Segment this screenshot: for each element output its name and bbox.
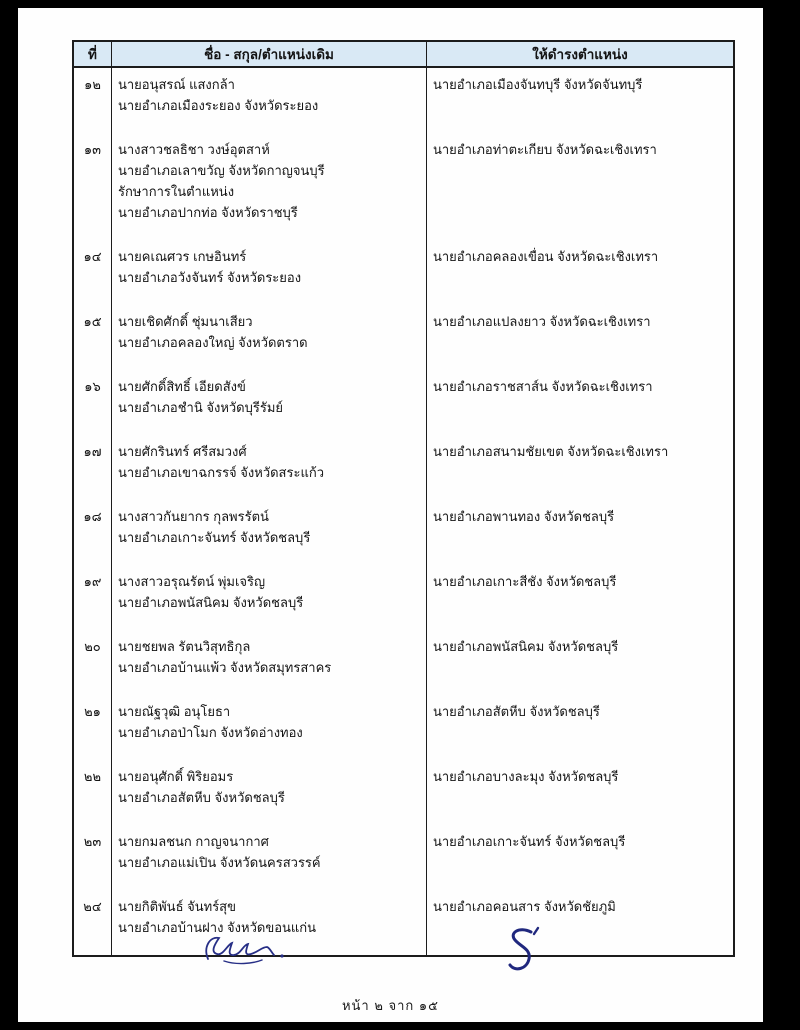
table-body — [74, 68, 733, 955]
row-name-and-former-position — [112, 760, 427, 825]
person-name: นายศักรินทร์ ศรีสมวงศ์ — [118, 444, 247, 459]
row-new-position: นายอำเภอพานทอง จังหวัดชลบุรี — [433, 509, 615, 524]
row-new-position: นายอำเภอสนามชัยเขต จังหวัดฉะเชิงเทรา — [433, 444, 669, 459]
table-row — [74, 240, 733, 305]
row-new-position: นายอำเภอคอนสาร จังหวัดชัยภูมิ — [433, 899, 616, 914]
person-name: นายกิติพันธ์ จันทร์สุข — [118, 899, 236, 914]
scan-edge-bottom — [0, 1022, 800, 1030]
row-new-position: นายอำเภอเมืองจันทบุรี จังหวัดจันทบุรี — [433, 77, 643, 92]
row-number: ๒๒ — [74, 760, 112, 825]
person-name: นายชยพล รัตนวิสุทธิกุล — [118, 639, 251, 654]
row-name-and-former-position — [112, 825, 427, 890]
person-name: นายณัฐวุฒิ อนุโยธา — [118, 704, 231, 719]
former-position-line: นายอำเภอเกาะจันทร์ จังหวัดชลบุรี — [118, 530, 311, 545]
former-position-line: นายอำเภอเมืองระยอง จังหวัดระยอง — [118, 98, 319, 113]
former-position-line: นายอำเภอปากท่อ จังหวัดราชบุรี — [118, 205, 298, 220]
row-number: ๑๘ — [74, 500, 112, 565]
scan-edge-top — [0, 0, 800, 8]
table-row — [74, 435, 733, 500]
row-number: ๒๓ — [74, 825, 112, 890]
person-name: นายศักดิ์สิทธิ์ เอียดสังข์ — [118, 379, 246, 394]
table-row — [74, 370, 733, 435]
row-number: ๑๒ — [74, 68, 112, 133]
person-name: นายคเณศวร เกษอินทร์ — [118, 249, 247, 264]
row-name-and-former-position — [112, 630, 427, 695]
table-header-row — [74, 42, 733, 68]
table-row — [74, 825, 733, 890]
person-name: นายเชิดศักดิ์ ชุ่มนาเสียว — [118, 314, 253, 329]
person-name: นายอนุศักดิ์ พิริยอมร — [118, 769, 234, 784]
person-name: นางสาวอรุณรัตน์ พุ่มเจริญ — [118, 574, 266, 589]
row-name-and-former-position — [112, 435, 427, 500]
person-name: นางสาวกันยากร กุลพรรัตน์ — [118, 509, 269, 524]
header-cell-number: ที่ — [74, 42, 112, 66]
row-number: ๑๖ — [74, 370, 112, 435]
row-name-and-former-position — [112, 565, 427, 630]
row-new-position: นายอำเภอเกาะสีชัง จังหวัดชลบุรี — [433, 574, 617, 589]
scan-edge-left — [0, 0, 18, 1030]
row-new-position: นายอำเภอพนัสนิคม จังหวัดชลบุรี — [433, 639, 619, 654]
row-number: ๑๔ — [74, 240, 112, 305]
former-position-line: รักษาการในตำแหน่ง — [118, 184, 235, 199]
row-name-and-former-position — [112, 68, 427, 133]
row-new-position: นายอำเภอบางละมุง จังหวัดชลบุรี — [433, 769, 619, 784]
row-name-and-former-position — [112, 305, 427, 370]
scan-edge-right — [763, 0, 800, 1030]
row-number: ๒๐ — [74, 630, 112, 695]
row-number: ๒๑ — [74, 695, 112, 760]
row-new-position: นายอำเภอท่าตะเกียบ จังหวัดฉะเชิงเทรา — [433, 142, 657, 157]
table-row — [74, 695, 733, 760]
row-number: ๒๔ — [74, 890, 112, 955]
former-position-line: นายอำเภอบ้านแพ้ว จังหวัดสมุทรสาคร — [118, 660, 332, 675]
former-position-line: นายอำเภอสัตหีบ จังหวัดชลบุรี — [118, 790, 285, 805]
row-number: ๑๗ — [74, 435, 112, 500]
person-name: นายกมลชนก กาญจนากาศ — [118, 834, 269, 849]
table-row — [74, 68, 733, 133]
row-new-position: นายอำเภอเกาะจันทร์ จังหวัดชลบุรี — [433, 834, 626, 849]
row-new-position: นายอำเภอราชสาส์น จังหวัดฉะเชิงเทรา — [433, 379, 653, 394]
table-row — [74, 890, 733, 955]
row-name-and-former-position — [112, 695, 427, 760]
row-name-and-former-position — [112, 240, 427, 305]
former-position-line: นายอำเภอพนัสนิคม จังหวัดชลบุรี — [118, 595, 304, 610]
former-position-line: นายอำเภอเลาขวัญ จังหวัดกาญจนบุรี — [118, 163, 325, 178]
row-name-and-former-position — [112, 890, 427, 955]
table-row — [74, 500, 733, 565]
row-new-position: นายอำเภอคลองเขื่อน จังหวัดฉะเชิงเทรา — [433, 249, 659, 264]
row-new-position: นายอำเภอแปลงยาว จังหวัดฉะเชิงเทรา — [433, 314, 651, 329]
page-number-footer: หน้า ๒ จาก ๑๕ — [341, 998, 440, 1013]
appointments-table — [72, 40, 735, 957]
former-position-line: นายอำเภอคลองใหญ่ จังหวัดตราด — [118, 335, 308, 350]
former-position-line: นายอำเภอแม่เปิน จังหวัดนครสวรรค์ — [118, 855, 321, 870]
header-cell-new-position: ให้ดำรงตำแหน่ง — [427, 42, 733, 66]
row-name-and-former-position — [112, 370, 427, 435]
former-position-line: นายอำเภอวังจันทร์ จังหวัดระยอง — [118, 270, 302, 285]
row-number: ๑๕ — [74, 305, 112, 370]
table-row — [74, 760, 733, 825]
table-row — [74, 305, 733, 370]
row-number: ๑๓ — [74, 133, 112, 240]
former-position-line: นายอำเภอชำนิ จังหวัดบุรีรัมย์ — [118, 400, 284, 415]
row-name-and-former-position — [112, 500, 427, 565]
row-new-position: นายอำเภอสัตหีบ จังหวัดชลบุรี — [433, 704, 600, 719]
person-name: นางสาวชลธิชา วงษ์อุตสาห์ — [118, 142, 270, 157]
row-name-and-former-position — [112, 133, 427, 240]
table-row — [74, 133, 733, 240]
table-row — [74, 630, 733, 695]
former-position-line: นายอำเภอป่าโมก จังหวัดอ่างทอง — [118, 725, 303, 740]
person-name: นายอนุสรณ์ แสงกล้า — [118, 77, 235, 92]
former-position-line: นายอำเภอบ้านฝาง จังหวัดขอนแก่น — [118, 920, 317, 935]
header-cell-name-former: ชื่อ - สกุล/ตำแหน่งเดิม — [112, 42, 427, 66]
row-number: ๑๙ — [74, 565, 112, 630]
table-row — [74, 565, 733, 630]
former-position-line: นายอำเภอเขาฉกรรจ์ จังหวัดสระแก้ว — [118, 465, 325, 480]
